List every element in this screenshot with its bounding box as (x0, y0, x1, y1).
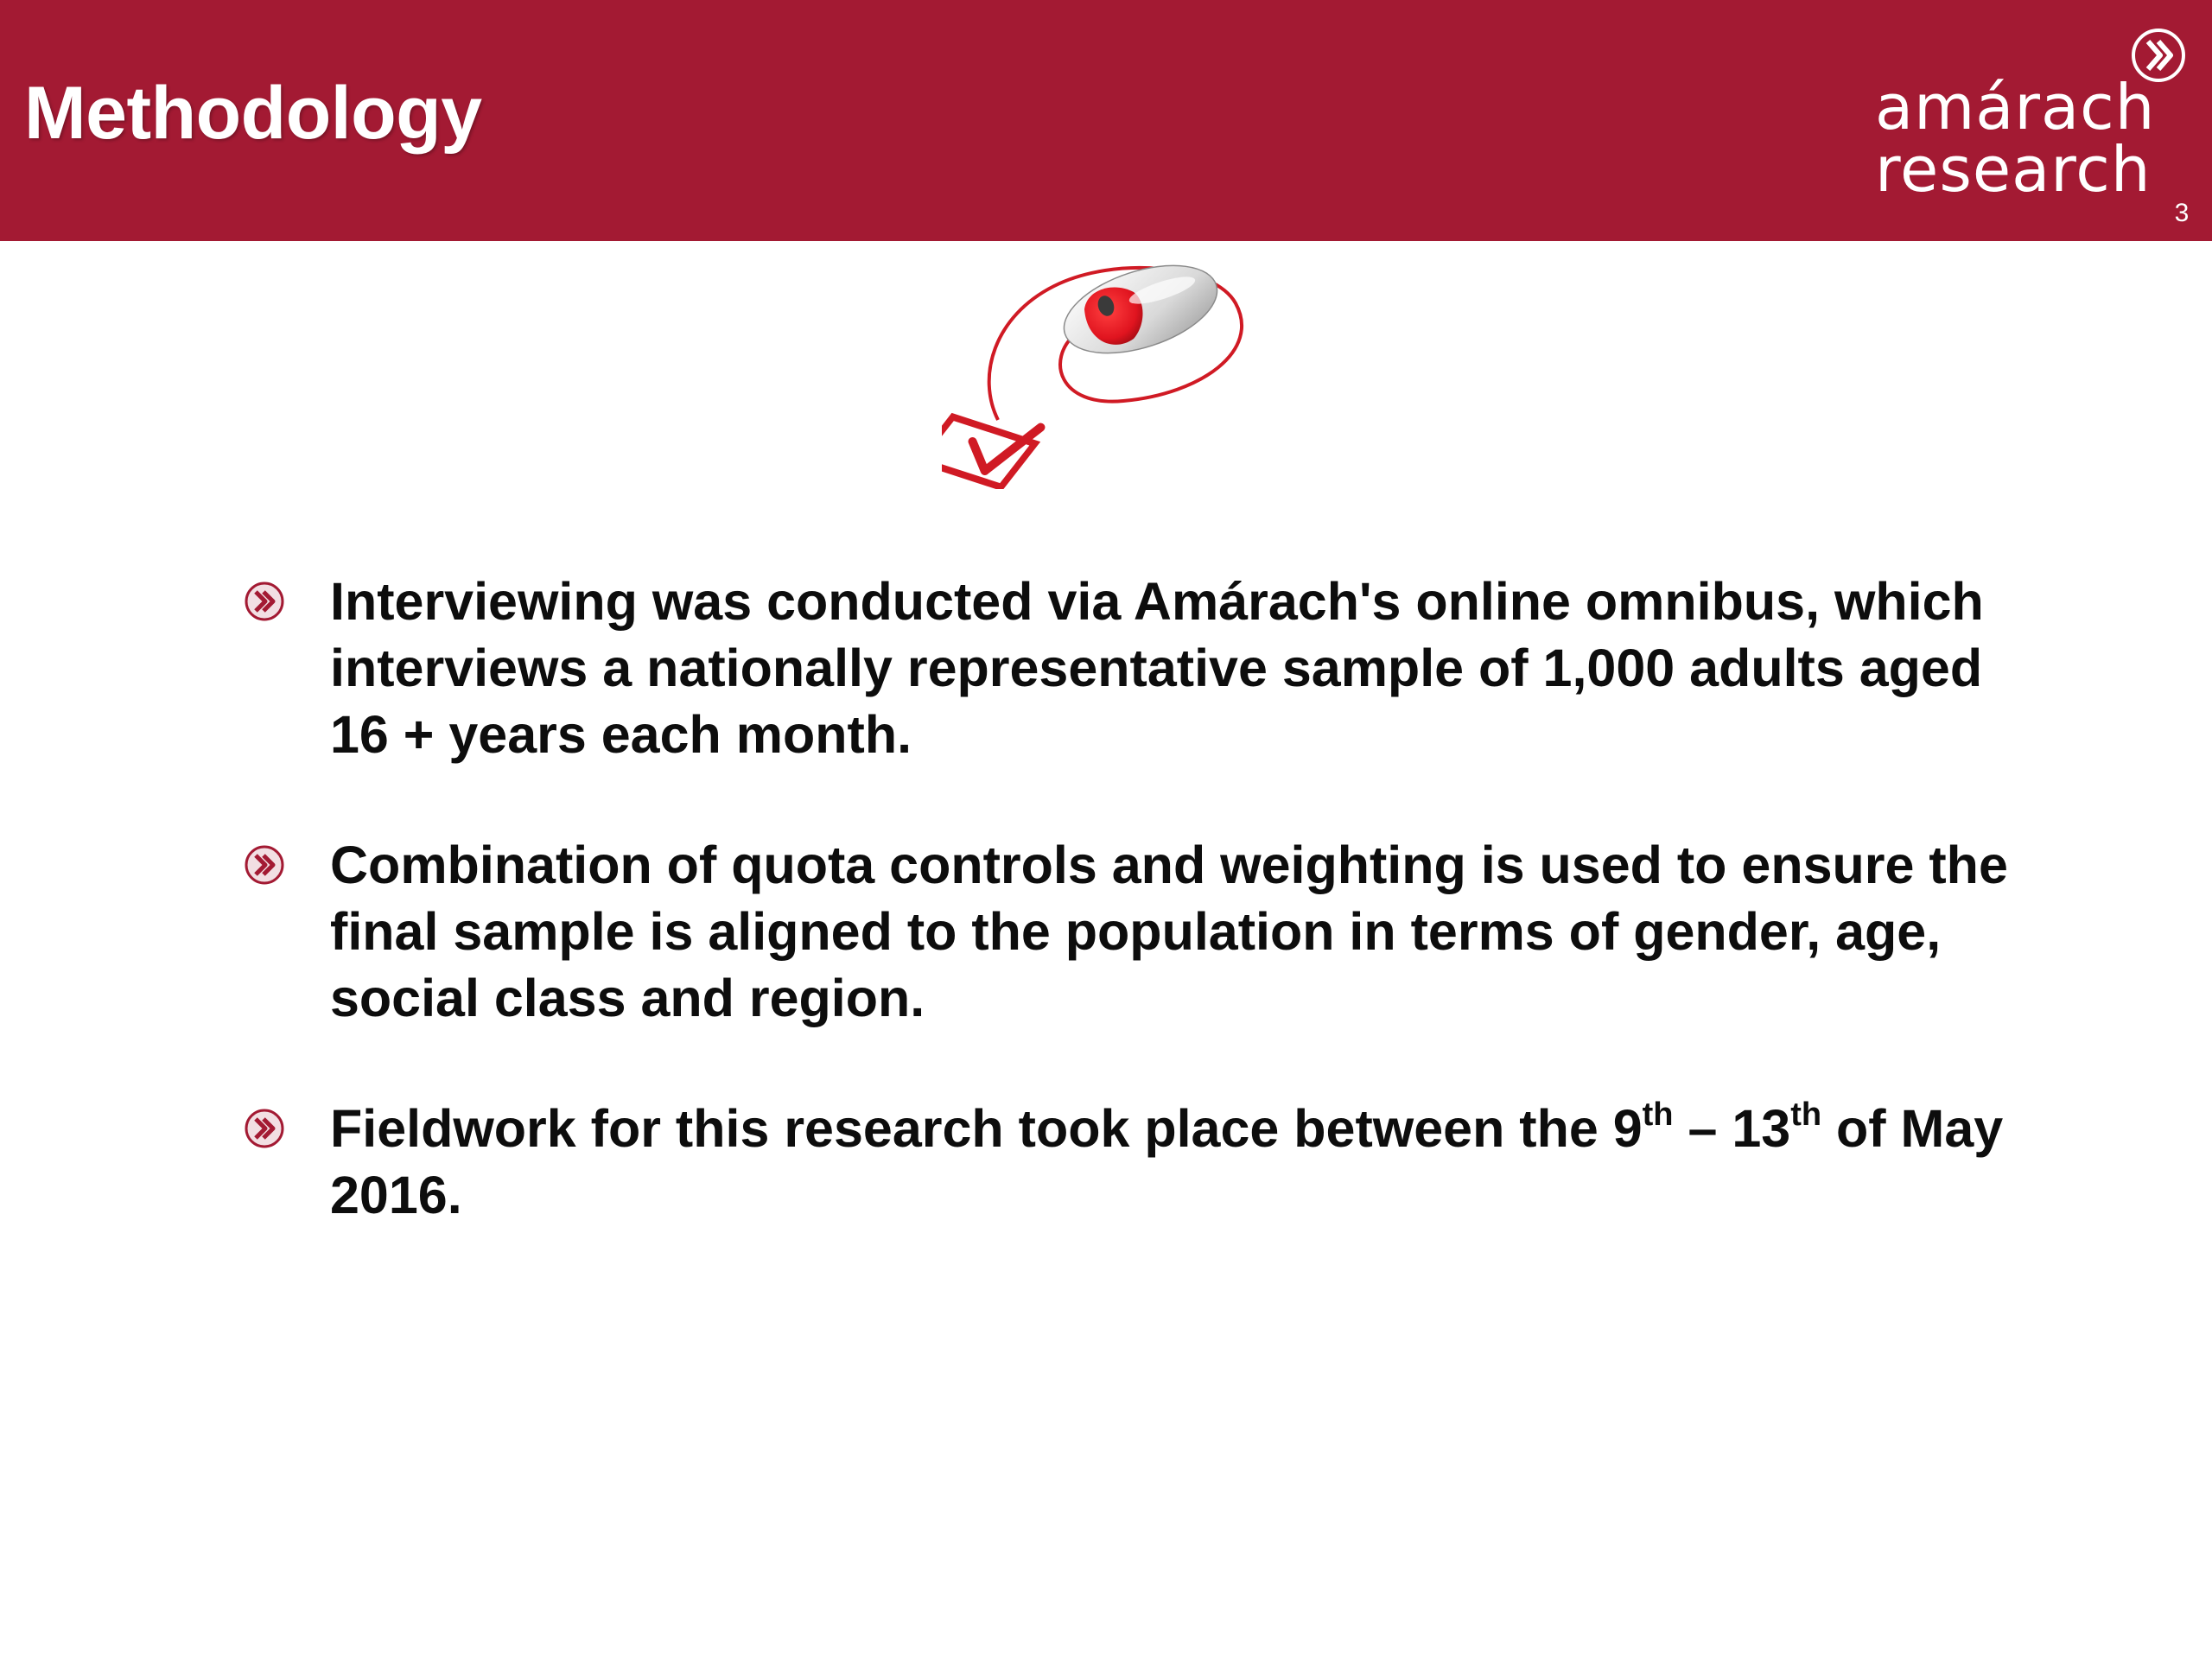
superscript: th (1790, 1096, 1822, 1133)
header-bar (0, 0, 2212, 241)
logo-text-line1: amárach (1875, 71, 2156, 143)
chevron-bullet-icon (244, 844, 285, 886)
chevron-bullet-icon (244, 1108, 285, 1149)
logo-text-line2: research (1875, 133, 2152, 206)
company-logo (1858, 26, 2186, 216)
bullet-text-part: Fieldwork for this research took place between the 9 (330, 1099, 1643, 1158)
bullet-text: Interviewing was conducted via Amárach's online omnibus, which interviews a nationally representative sample of 1,000 adults aged 16 + years each month. (330, 572, 1984, 764)
bullet-list (244, 569, 2041, 1293)
bullet-text-part: of May 2016. (330, 1099, 2004, 1224)
page-number: 3 (2174, 199, 2190, 227)
bullet-text-part: – 13 (1673, 1099, 1791, 1158)
bullet-item (244, 569, 2041, 768)
bullet-item (244, 832, 2041, 1032)
mouse-checkbox-icon (942, 256, 1270, 489)
chevron-bullet-icon (244, 581, 285, 622)
page-title: Methodology (24, 72, 482, 155)
bullet-text: Combination of quota controls and weighting is used to ensure the final sample is aligned to the population in terms of gender, age, social class and region. (330, 836, 2008, 1027)
bullet-text (330, 1096, 2004, 1224)
bullet-item (244, 1096, 2041, 1229)
superscript: th (1642, 1096, 1674, 1133)
